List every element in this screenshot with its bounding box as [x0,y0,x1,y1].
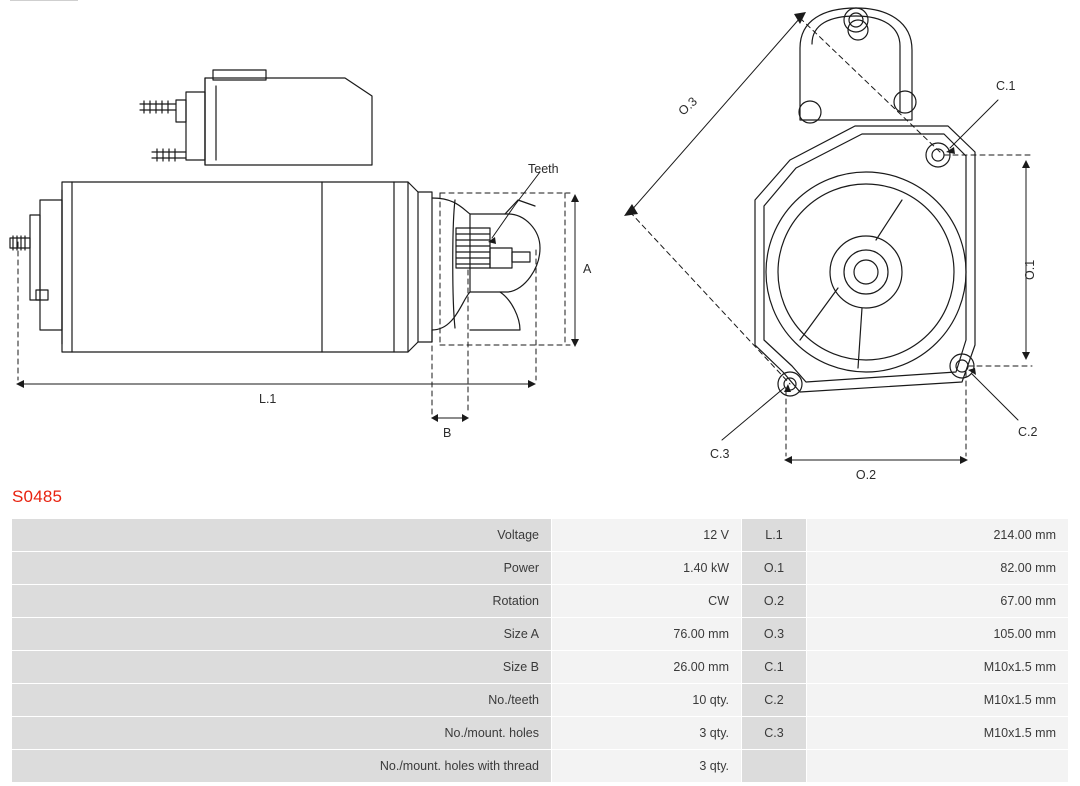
spec-label: Voltage [12,519,552,552]
spec-code: C.3 [742,717,807,750]
side-view-drawing [10,70,540,352]
spec-value: 10 qty. [552,684,742,717]
spec-code: C.2 [742,684,807,717]
table-row [12,684,1069,717]
teeth-callout [488,172,540,244]
spec-value: 3 qty. [552,750,742,783]
spec-value: 26.00 mm [552,651,742,684]
table-row [12,717,1069,750]
spec-value: 12 V [552,519,742,552]
leader-c1 [946,100,998,154]
table-row [12,552,1069,585]
leader-c2 [968,368,1018,420]
spec-value: 3 qty. [552,717,742,750]
spec-label: No./mount. holes with thread [12,750,552,783]
table-row [12,651,1069,684]
spec-code: O.3 [742,618,807,651]
label-c3: C.3 [710,447,730,461]
front-view-drawing [755,8,975,396]
dimension-o2 [784,372,968,464]
spec-value: 1.40 kW [552,552,742,585]
dimension-o1 [944,155,1032,366]
spec-code-value: M10x1.5 mm [807,651,1069,684]
label-a: A [583,262,592,276]
spec-code-empty [742,750,807,783]
spec-label: Rotation [12,585,552,618]
label-c1: C.1 [996,79,1016,93]
spec-code-value: 105.00 mm [807,618,1069,651]
label-l1: L.1 [259,392,277,406]
spec-code-value: M10x1.5 mm [807,717,1069,750]
spec-code-value-empty [807,750,1069,783]
table-row [12,519,1069,552]
spec-code-value: 67.00 mm [807,585,1069,618]
specifications-table [11,518,1069,783]
spec-label: Size B [12,651,552,684]
spec-code-value: M10x1.5 mm [807,684,1069,717]
spec-value: 76.00 mm [552,618,742,651]
label-o2: O.2 [855,468,877,480]
spec-code: C.1 [742,651,807,684]
label-b: B [443,426,452,440]
dimension-b [431,270,469,422]
label-o1: O.1 [1023,259,1037,280]
dimension-a [440,193,579,347]
table-row [12,618,1069,651]
specifications-table-body [12,519,1069,783]
spec-code-value: 82.00 mm [807,552,1069,585]
spec-code: O.2 [742,585,807,618]
spec-label: No./mount. holes [12,717,552,750]
table-row [12,585,1069,618]
spec-label: No./teeth [12,684,552,717]
spec-label: Size A [12,618,552,651]
part-number: S0485 [12,487,63,506]
spec-code-value: 214.00 mm [807,519,1069,552]
spec-code: O.1 [742,552,807,585]
label-c2: C.2 [1018,425,1038,439]
label-o3: O.3 [675,94,700,119]
spec-label: Power [12,552,552,585]
table-row [12,750,1069,783]
spec-code: L.1 [742,519,807,552]
spec-value: CW [552,585,742,618]
dimension-o3 [624,12,940,384]
label-teeth: Teeth [528,162,559,176]
